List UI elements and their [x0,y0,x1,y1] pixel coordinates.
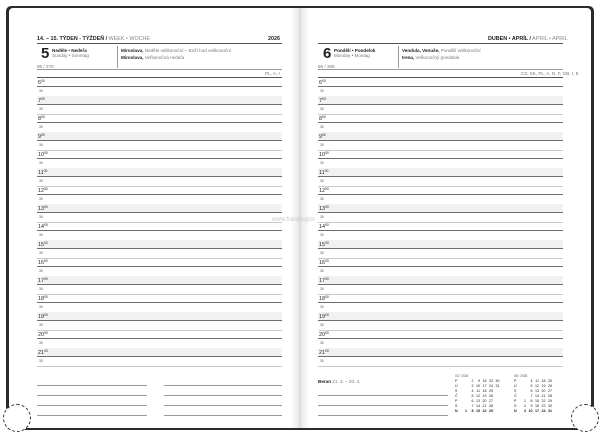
half-hour-label: 30 [320,287,324,291]
hour-row[interactable] [318,222,563,231]
half-hour-row[interactable] [318,303,563,312]
hour-label: $10^{00}$ [319,151,329,158]
mini-calendar-day: 9 [530,404,533,408]
right-hour-grid [318,78,563,366]
hour-row[interactable] [318,78,563,87]
half-hour-label: 30 [320,323,324,327]
hour-label: $12^{00}$ [319,187,329,194]
mini-calendar-header: 05 / 2026 [514,374,528,378]
mini-calendar-day: 26 [489,394,493,398]
mini-calendar-day: 20 [482,399,487,403]
mini-calendar-weekday: S [455,404,458,408]
hour-label: $14^{00}$ [38,223,48,230]
hour-row[interactable] [318,96,563,105]
hour-row[interactable] [37,294,282,303]
half-hour-label: 30 [320,107,324,111]
mini-calendar-day: 21 [482,404,487,408]
half-hour-label: 30 [39,179,43,183]
hour-label: $6^{00}$ [38,79,45,86]
zodiac-label: Beran 21. 3. – 20. 4. [318,379,361,384]
hour-label: $20^{00}$ [38,331,48,338]
mini-calendar-weekday: P [455,379,458,383]
hour-label: $9^{00}$ [38,133,45,140]
mini-calendar-day: 26 [548,384,552,388]
mini-calendar-day: 1 [465,409,467,413]
mini-calendar-day: 8 [530,399,533,403]
half-hour-row[interactable] [37,303,282,312]
hour-label: $20^{00}$ [319,331,329,338]
mini-calendar-day: 16 [482,379,487,383]
hour-row[interactable] [318,204,563,213]
hour-row[interactable] [37,168,282,177]
right-day-name: Pondělí • Pondelok [334,48,376,53]
hour-label: $14^{00}$ [319,223,329,230]
hour-label: $7^{00}$ [38,97,45,104]
hour-row[interactable] [318,330,563,339]
page-corner-curl-left [3,404,31,432]
mini-calendar-day: 5 [471,394,474,398]
mini-calendar-weekday: Č [455,394,458,398]
right-nameday-cz: Vendula, Venuše, Pondělí velikonoční [402,48,481,53]
hour-label: $17^{00}$ [319,277,329,284]
mini-calendar-day: 17 [535,409,539,413]
right-nameday-sk: Irena, Veľkonočný pondelok [402,55,460,60]
half-hour-label: 30 [39,197,43,201]
half-hour-label: 30 [320,161,324,165]
mini-calendar-day: 6 [471,399,474,403]
hour-label: $7^{00}$ [319,97,326,104]
half-hour-row[interactable] [318,285,563,294]
mini-calendar-day: 12 [535,384,539,388]
half-hour-label: 30 [320,233,324,237]
mini-calendar-day: 13 [535,389,539,393]
mini-calendar-day: 15 [535,399,539,403]
half-hour-label: 30 [39,323,43,327]
mini-calendar-weekday: P [514,399,517,403]
hour-row[interactable] [318,348,563,357]
half-hour-label: 30 [39,107,43,111]
hour-row[interactable] [318,114,563,123]
hour-row[interactable] [37,330,282,339]
hour-row[interactable] [37,96,282,105]
hour-row[interactable] [318,150,563,159]
hour-row[interactable] [318,132,563,141]
hour-row[interactable] [318,276,563,285]
hour-label: $18^{00}$ [38,295,48,302]
mini-calendar-weekday: P [455,399,458,403]
half-hour-label: 30 [320,269,324,273]
hour-row[interactable] [318,240,563,249]
hour-row[interactable] [37,186,282,195]
mini-calendar-day: 22 [482,409,487,413]
half-hour-label: 30 [320,125,324,129]
mini-calendar-day: 27 [489,399,493,403]
hour-row[interactable] [318,186,563,195]
hour-label: $11^{00}$ [319,169,329,176]
half-hour-row[interactable] [37,141,282,150]
right-day-number: 6 [323,45,332,62]
hour-label: $19^{00}$ [319,313,329,320]
hour-row[interactable] [37,312,282,321]
hour-row[interactable] [318,312,563,321]
left-week-header: 14. – 15. TÝDEN - TÝŽDEŇ / WEEK • WOCHE [37,36,151,42]
half-hour-label: 30 [39,143,43,147]
half-hour-label: 30 [320,143,324,147]
mini-calendar [514,379,566,419]
mini-calendar-day: 2 [471,379,474,383]
mini-calendar-weekday: S [455,389,458,393]
half-hour-row[interactable] [318,123,563,132]
half-hour-row[interactable] [37,339,282,348]
half-hour-row[interactable] [37,357,282,366]
hour-label: $6^{00}$ [319,79,326,86]
hour-row[interactable] [37,348,282,357]
half-hour-label: 30 [39,287,43,291]
right-page [310,8,591,428]
half-hour-row[interactable] [37,249,282,258]
mini-calendar-day: 10 [476,384,480,388]
mini-calendar-day: 30 [495,379,500,383]
hour-row[interactable] [37,78,282,87]
mini-calendar-day: 20 [541,389,546,393]
half-hour-row[interactable] [37,285,282,294]
mini-calendar-day: 10 [528,409,533,413]
mini-calendar-day: 11 [476,389,480,393]
left-hour-grid [37,78,282,366]
hour-row[interactable] [318,294,563,303]
half-hour-label: 30 [39,251,43,255]
mini-calendar-day: 13 [476,399,480,403]
hour-label: $13^{00}$ [319,205,329,212]
hour-label: $9^{00}$ [319,133,326,140]
half-hour-label: 30 [39,359,43,363]
mini-calendar-day: 18 [482,389,487,393]
left-day-index: 95 / 270 [37,64,54,69]
hour-row[interactable] [37,150,282,159]
mini-calendar-day: 28 [489,404,493,408]
hour-label: $12^{00}$ [38,187,48,194]
mini-calendar-day: 4 [471,389,474,393]
mini-calendar-day: 25 [489,389,493,393]
half-hour-row[interactable] [318,141,563,150]
mini-calendar-day: 15 [476,409,480,413]
hour-label: $11^{00}$ [38,169,48,176]
mini-calendar-weekday: P [514,379,517,383]
half-hour-row[interactable] [318,177,563,186]
right-month-header: DUBEN • APRÍL / APRIL • APRIL [488,36,568,42]
hour-label: $19^{00}$ [38,313,48,320]
half-hour-row[interactable] [37,213,282,222]
mini-calendar-day: 29 [489,409,493,413]
mini-calendar-day: 30 [548,404,552,408]
half-hour-label: 30 [320,197,324,201]
hour-label: $8^{00}$ [38,115,45,122]
half-hour-label: 30 [320,215,324,219]
half-hour-row[interactable] [37,267,282,276]
mini-calendar-day: 14 [535,394,539,398]
right-day-index: 96 / 269 [318,64,335,69]
right-day-name-sub: Monday • Montag [334,53,370,58]
half-hour-row[interactable] [37,321,282,330]
left-header-rule [37,43,282,44]
half-hour-row[interactable] [318,159,563,168]
half-hour-row[interactable] [318,339,563,348]
mini-calendar-day: 25 [548,379,552,383]
half-hour-label: 30 [39,125,43,129]
left-day-name: Neděle • Nedeľa [52,48,87,53]
half-hour-row[interactable] [37,87,282,96]
mini-calendar-day: 24 [489,384,493,388]
mini-calendar-day: 18 [541,379,546,383]
mini-calendar-day: 28 [548,394,552,398]
half-hour-label: 30 [39,305,43,309]
hour-row[interactable] [37,132,282,141]
right-header-rule [318,43,563,44]
half-hour-label: 30 [320,305,324,309]
mini-calendar-day: 19 [482,394,487,398]
mini-calendar-day: 1 [524,399,526,403]
half-hour-label: 30 [320,341,324,345]
mini-calendar-day: 2 [524,404,526,408]
hour-row[interactable] [318,168,563,177]
mini-calendar-day: 8 [471,409,474,413]
half-hour-row[interactable] [37,195,282,204]
mini-calendar-day: 12 [476,394,480,398]
mini-calendar-day: 6 [530,389,533,393]
hour-row[interactable] [37,204,282,213]
half-hour-label: 30 [39,269,43,273]
page-corner-curl-right [571,404,599,432]
left-year: 2026 [268,36,280,42]
mini-calendar-day: 3 [524,409,526,413]
mini-calendar-day: 31 [548,409,552,413]
mini-calendar-day: 11 [535,379,539,383]
mini-calendar-day: 21 [541,394,546,398]
hour-label: $16^{00}$ [38,259,48,266]
hour-row[interactable] [37,276,282,285]
hour-label: $15^{00}$ [319,241,329,248]
mini-calendar-day: 7 [471,404,474,408]
mini-calendar-day: 29 [548,399,552,403]
half-hour-label: 30 [320,179,324,183]
mini-calendar-day: 3 [471,384,474,388]
half-hour-row[interactable] [37,159,282,168]
hour-label: $8^{00}$ [319,115,326,122]
half-hour-row[interactable] [318,231,563,240]
mini-calendar-day: 7 [530,394,533,398]
hour-label: $18^{00}$ [319,295,329,302]
half-hour-row[interactable] [37,105,282,114]
hour-row[interactable] [37,222,282,231]
hour-label: $15^{00}$ [38,241,48,248]
half-hour-row[interactable] [318,195,563,204]
mini-calendar-weekday: N [455,409,458,413]
hour-row[interactable] [37,258,282,267]
left-day-number: 5 [41,45,50,62]
half-hour-label: 30 [39,215,43,219]
half-hour-row[interactable] [318,249,563,258]
half-hour-label: 30 [39,161,43,165]
mini-calendar-day: 31 [495,384,500,388]
mini-calendar [455,379,507,419]
left-day-name-sub: Sunday • Sonntag [52,53,89,58]
mini-calendar-weekday: S [514,389,517,393]
mini-calendar-day: 23 [541,404,546,408]
mini-calendar-day: 16 [535,404,539,408]
hour-row[interactable] [318,258,563,267]
hour-label: $13^{00}$ [38,205,48,212]
mini-calendar-weekday: Ú [514,384,517,388]
mini-calendar-day: 22 [541,399,546,403]
mini-calendar-header: 03 / 2026 [455,374,469,378]
mini-calendar-day: 19 [541,384,546,388]
mini-calendar-day: 23 [489,379,493,383]
mini-calendar-day: 14 [476,404,480,408]
watermark-text: www.frankospot [272,217,315,223]
hour-row[interactable] [37,114,282,123]
half-hour-row[interactable] [318,87,563,96]
mini-calendar-day: 24 [541,409,546,413]
hour-label: $16^{00}$ [319,259,329,266]
half-hour-row[interactable] [318,105,563,114]
left-page [9,8,290,428]
half-hour-row[interactable] [37,231,282,240]
half-hour-label: 30 [320,359,324,363]
half-hour-label: 30 [39,233,43,237]
hour-label: $21^{00}$ [38,349,48,356]
right-holiday-codes: CZ, SK, PL, A, D, F, GB, I, E [521,71,579,76]
hour-label: $10^{00}$ [38,151,48,158]
half-hour-label: 30 [39,89,43,93]
hour-row[interactable] [37,240,282,249]
mini-calendar-weekday: S [514,404,517,408]
mini-calendar-day: 4 [530,379,533,383]
hour-label: $21^{00}$ [319,349,329,356]
half-hour-row[interactable] [318,267,563,276]
mini-calendar-weekday: N [514,409,517,413]
mini-calendar-weekday: Ú [455,384,458,388]
left-holiday-codes: PL, A, I [265,71,280,76]
half-hour-row[interactable] [318,213,563,222]
half-hour-label: 30 [320,89,324,93]
half-hour-label: 30 [39,341,43,345]
hour-label: $17^{00}$ [38,277,48,284]
mini-calendar-day: 27 [548,389,552,393]
half-hour-row[interactable] [37,177,282,186]
mini-calendar-day: 5 [530,384,533,388]
half-hour-row[interactable] [318,321,563,330]
mini-calendar-weekday: Č [514,394,517,398]
left-nameday-cz: Miroslava, Neděle velikonoční – Boží hod velikonoční [121,48,232,53]
half-hour-row[interactable] [37,123,282,132]
half-hour-label: 30 [320,251,324,255]
mini-calendar-day: 9 [478,379,480,383]
left-nameday-sk: Miroslava, Veľkonočná nedeľa [121,55,185,60]
half-hour-row[interactable] [318,357,563,366]
mini-calendar-day: 17 [482,384,487,388]
